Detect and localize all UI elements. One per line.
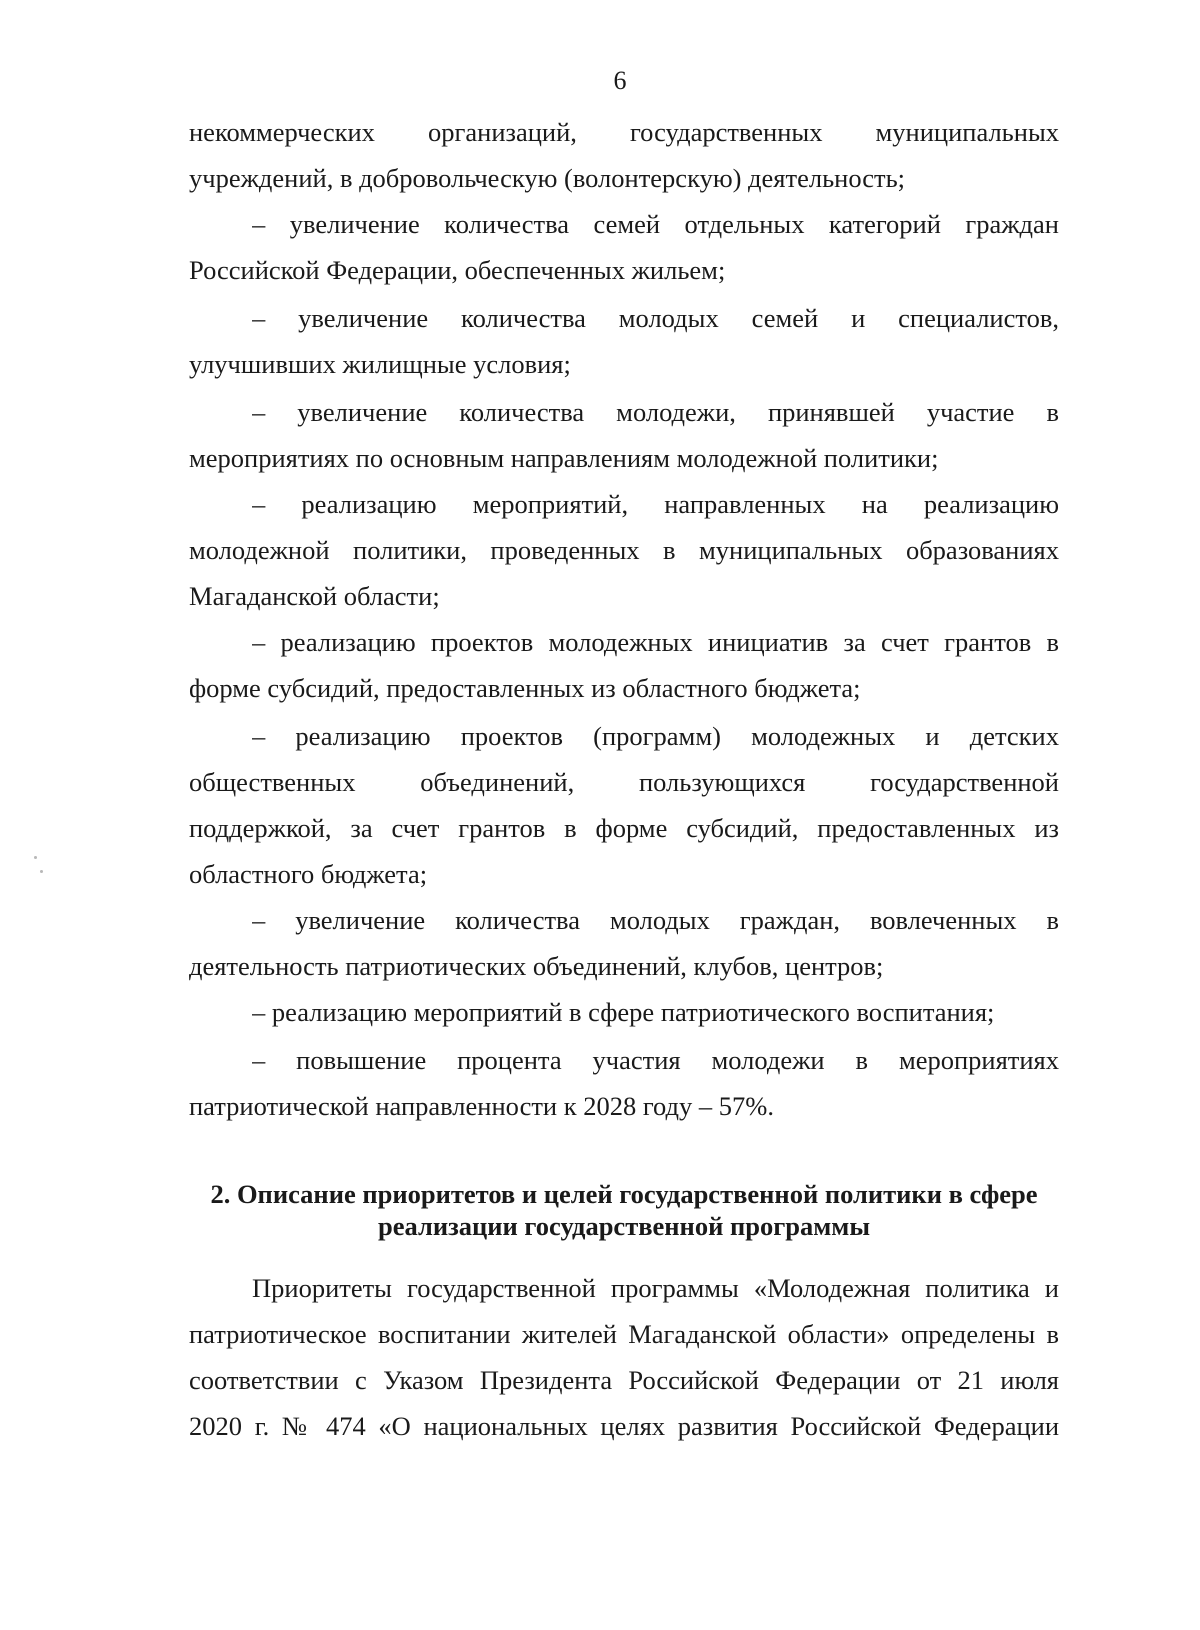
text-line: поддержкой, за счет грантов в форме субсидий, предоставленных из xyxy=(189,813,1059,843)
text-line: мероприятиях по основным направлениям молодежной политики; xyxy=(189,443,939,473)
text-line: – реализацию проектов молодежных инициатив за счет грантов в xyxy=(252,627,1059,657)
text-line: – увеличение количества семей отдельных категорий граждан xyxy=(252,209,1059,239)
scan-speck xyxy=(34,856,37,859)
text-line: некоммерческих организаций, государственных муниципальных xyxy=(189,117,1059,147)
text-line: соответствии с Указом Президента Российской Федерации от 21 июля xyxy=(189,1365,1059,1395)
scan-speck xyxy=(40,870,43,873)
text-line: общественных объединений, пользующихся государственной xyxy=(189,767,1059,797)
text-line: деятельность патриотических объединений, клубов, центров; xyxy=(189,951,884,981)
text-line: – увеличение количества молодежи, принявшей участие в xyxy=(252,397,1059,427)
text-line: Российской Федерации, обеспеченных жильем; xyxy=(189,255,726,285)
text-line: учреждений, в добровольческую (волонтерскую) деятельность; xyxy=(189,163,906,193)
text-line: Приоритеты государственной программы «Молодежная политика и xyxy=(252,1273,1059,1303)
text-line: – реализацию мероприятий, направленных на реализацию xyxy=(252,489,1059,519)
section-heading: реализации государственной программы xyxy=(377,1211,871,1241)
text-line: областного бюджета; xyxy=(189,859,428,889)
text-line: форме субсидий, предоставленных из областного бюджета; xyxy=(189,673,861,703)
text-line: молодежной политики, проведенных в муниципальных образованиях xyxy=(189,535,1059,565)
text-line: – реализацию мероприятий в сфере патриотического воспитания; xyxy=(252,997,995,1027)
text-line: Магаданской области; xyxy=(189,581,440,611)
text-line: – реализацию проектов (программ) молодежных и детских xyxy=(252,721,1059,751)
page-number: 6 xyxy=(613,66,627,95)
text-line: 2020 г. № 474 «О национальных целях развития Российской Федерации xyxy=(189,1411,1059,1441)
text-line: – повышение процента участия молодежи в мероприятиях xyxy=(252,1045,1059,1075)
text-line: – увеличение количества молодых граждан, вовлеченных в xyxy=(252,905,1059,935)
section-heading: 2. Описание приоритетов и целей государственной политики в сфере xyxy=(210,1179,1038,1209)
text-line: улучшивших жилищные условия; xyxy=(189,349,571,379)
text-line: патриотическое воспитании жителей Магаданской области» определены в xyxy=(189,1319,1059,1349)
text-line: – увеличение количества молодых семей и специалистов, xyxy=(252,303,1059,333)
text-line: патриотической направленности к 2028 году – 57%. xyxy=(189,1091,774,1121)
